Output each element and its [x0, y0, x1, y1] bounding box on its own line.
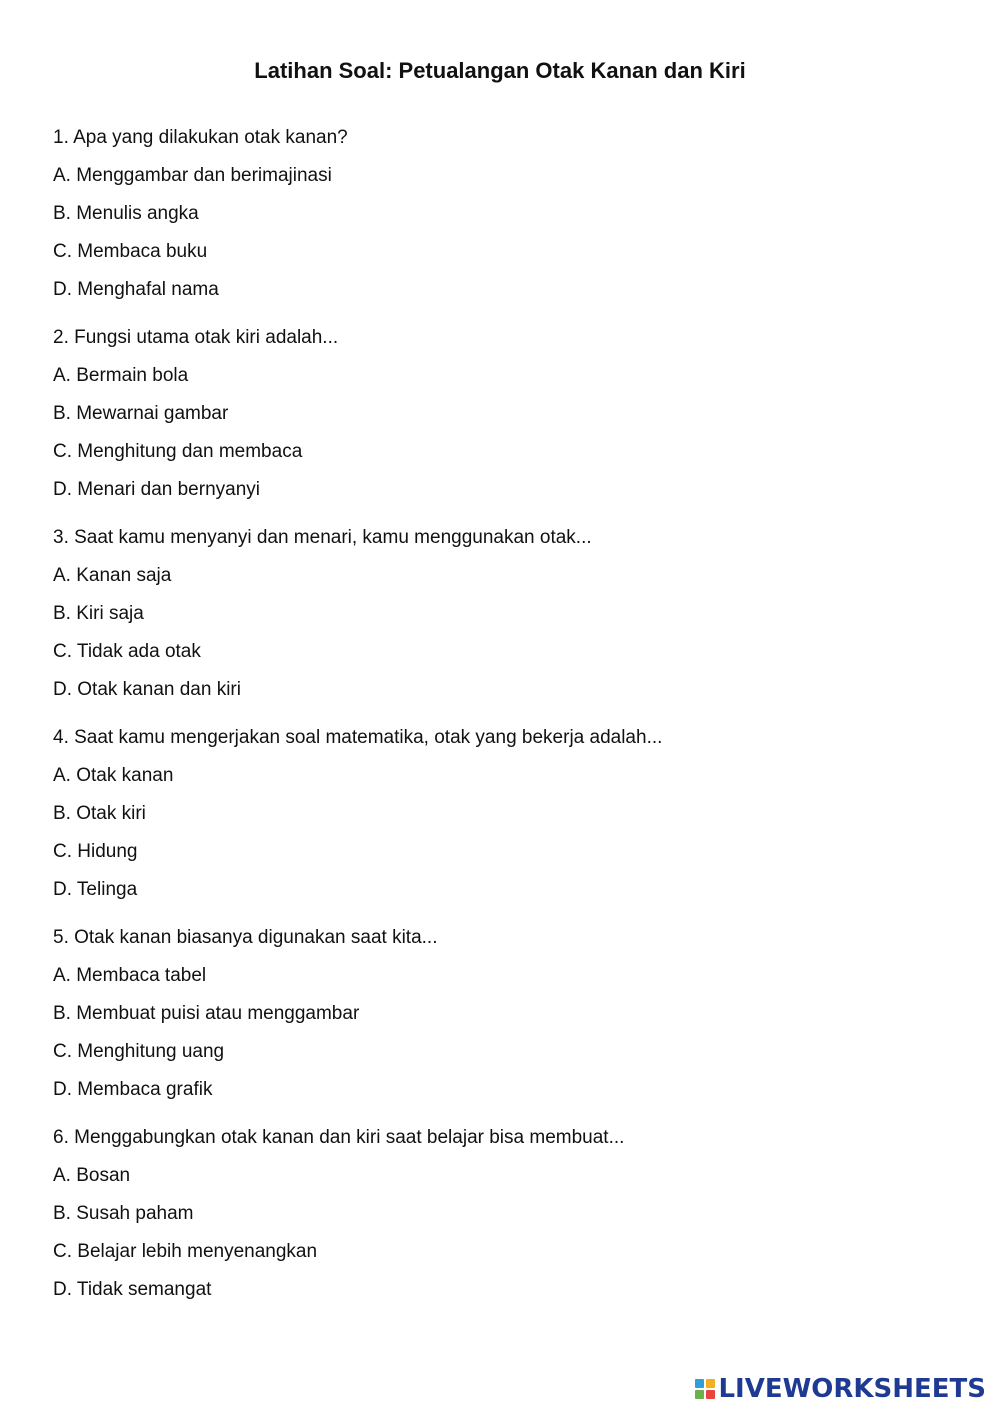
question-3: 3. Saat kamu menyanyi dan menari, kamu menggunakan otak...: [53, 527, 592, 548]
question-5-option-b: B. Membuat puisi atau menggambar: [53, 1003, 360, 1024]
question-3-option-b: B. Kiri saja: [53, 603, 144, 624]
liveworksheets-logo-icon: [695, 1379, 715, 1399]
question-4-option-a: A. Otak kanan: [53, 765, 174, 786]
question-4-option-d: D. Telinga: [53, 879, 138, 900]
logo-mark-cell: [706, 1390, 715, 1399]
question-2-option-a: A. Bermain bola: [53, 365, 189, 386]
liveworksheets-logo: [695, 1374, 986, 1404]
logo-text: LIVEWORKSHEETS: [718, 1374, 986, 1404]
question-6: 6. Menggabungkan otak kanan dan kiri saat belajar bisa membuat...: [53, 1127, 625, 1148]
logo-mark-cell: [695, 1390, 704, 1399]
logo-mark-cell: [706, 1379, 715, 1388]
question-6-option-c: C. Belajar lebih menyenangkan: [53, 1241, 318, 1262]
question-1-option-d: D. Menghafal nama: [53, 279, 219, 300]
question-4: 4. Saat kamu mengerjakan soal matematika, otak yang bekerja adalah...: [53, 727, 663, 748]
question-1-option-a: A. Menggambar dan berimajinasi: [53, 165, 332, 186]
question-5-option-c: C. Menghitung uang: [53, 1041, 225, 1062]
question-2-option-b: B. Mewarnai gambar: [53, 403, 229, 424]
question-4-option-b: B. Otak kiri: [53, 803, 146, 824]
question-3-option-c: C. Tidak ada otak: [53, 641, 201, 662]
question-4-option-c: C. Hidung: [53, 841, 138, 862]
logo-mark-cell: [695, 1379, 704, 1388]
question-5-option-d: D. Membaca grafik: [53, 1079, 213, 1100]
question-2-option-c: C. Menghitung dan membaca: [53, 441, 303, 462]
question-1-option-c: C. Membaca buku: [53, 241, 208, 262]
question-5: 5. Otak kanan biasanya digunakan saat kita...: [53, 927, 438, 948]
question-6-option-d: D. Tidak semangat: [53, 1279, 212, 1300]
question-2-option-d: D. Menari dan bernyanyi: [53, 479, 260, 500]
question-3-option-d: D. Otak kanan dan kiri: [53, 679, 241, 700]
question-2: 2. Fungsi utama otak kiri adalah...: [53, 327, 339, 348]
question-1-option-b: B. Menulis angka: [53, 203, 199, 224]
question-5-option-a: A. Membaca tabel: [53, 965, 207, 986]
question-1: 1. Apa yang dilakukan otak kanan?: [53, 127, 348, 148]
page-title: Latihan Soal: Petualangan Otak Kanan dan Kiri: [254, 58, 746, 83]
question-6-option-b: B. Susah paham: [53, 1203, 194, 1224]
question-3-option-a: A. Kanan saja: [53, 565, 172, 586]
question-6-option-a: A. Bosan: [53, 1165, 131, 1186]
